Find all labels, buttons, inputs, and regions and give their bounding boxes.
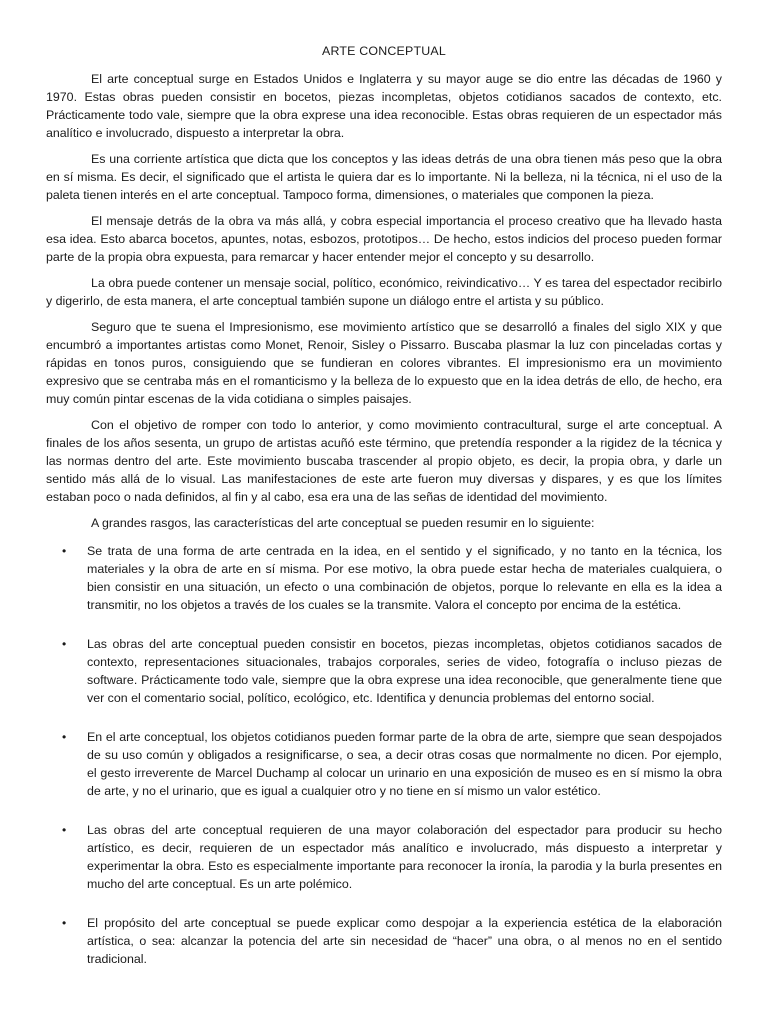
- list-item: [46, 635, 722, 707]
- list-item: [46, 914, 722, 968]
- paragraph-3: El mensaje detrás de la obra va más allá, y cobra especial importancia el proceso creativo que ha llevado hasta esa idea. Esto abarca bocetos, apuntes, notas, esbozos, prototipos… De hecho, estos indicios del proceso pueden formar parte de la propia obra expuesta, para remarcar y hacer entender mejor el concepto y su desarrollo.: [46, 214, 722, 264]
- bullet-icon: •: [62, 637, 67, 651]
- bullet-icon: •: [62, 823, 67, 837]
- document-title: ARTE CONCEPTUAL: [322, 44, 446, 58]
- list-item-text: En el arte conceptual, los objetos cotidianos pueden formar parte de la obra de arte, siempre que sean despojados de su uso común y obligados a resignificarse, o sea, a decir otras cosas que normalmente no dicen. Por ejemplo, el gesto irreverente de Marcel Duchamp al colocar un urinario en una exposición de museo es en sí mismo la obra de arte, y no el urinario, que es igual a cualquier otro y no tiene en sí mismo un valor estético.: [87, 730, 722, 798]
- paragraph-2: Es una corriente artística que dicta que los conceptos y las ideas detrás de una obra tienen más peso que la obra en sí misma. Es decir, el significado que el artista le quiera dar es lo importante. Ni la belleza, ni la técnica, ni el uso de la paleta tienen interés en el arte conceptual. Tampoco forma, dimensiones, o materiales que componen la pieza.: [46, 152, 722, 202]
- list-item: [46, 728, 722, 800]
- list-item-text: Las obras del arte conceptual requieren de una mayor colaboración del espectador para producir su hecho artístico, es decir, requieren de un espectador más analítico e involucrado, más dispuesto a interpretar y experimentar la obra. Esto es especialmente importante para reconocer la ironía, la parodia y la burla presentes en mucho del arte conceptual. Es un arte polémico.: [87, 823, 722, 891]
- paragraph-6: Con el objetivo de romper con todo lo anterior, y como movimiento contracultural, surge el arte conceptual. A finales de los años sesenta, un grupo de artistas acuñó este término, que pretendía responder a la rigidez de la técnica y las normas dentro del arte. Este movimiento buscaba trascender al propio objeto, es decir, la propia obra, y darle un sentido más allá de lo visual. Las manifestaciones de este arte fueron muy diversas y dispares, y es que los límites estaban poco o nada definidos, al fin y al cabo, esa era una de las señas de identidad del movimiento.: [46, 418, 722, 504]
- list-item-text: Las obras del arte conceptual pueden consistir en bocetos, piezas incompletas, objetos cotidianos sacados de contexto, representaciones situacionales, trabajos corporales, series de video, fotografía o incluso piezas de software. Prácticamente todo vale, siempre que la obra exprese una idea reconocible, que generalmente tiene que ver con el comentario social, político, ecológico, etc. Identifica y denuncia problemas del entorno social.: [87, 637, 722, 705]
- paragraph-1: El arte conceptual surge en Estados Unidos e Inglaterra y su mayor auge se dio entre las décadas de 1960 y 1970. Estas obras pueden consistir en bocetos, piezas incompletas, objetos cotidianos sacados de contexto, etc. Prácticamente todo vale, siempre que la obra exprese una idea reconocible. Estas obras requieren de un espectador más analítico e involucrado, dispuesto a interpretar la obra.: [46, 72, 722, 140]
- document-page: [46, 42, 722, 989]
- list-item: [46, 821, 722, 893]
- characteristics-list: [46, 542, 722, 968]
- bullet-icon: •: [62, 730, 67, 744]
- list-item: [46, 542, 722, 614]
- list-intro: A grandes rasgos, las características del arte conceptual se pueden resumir en lo siguiente:: [91, 516, 595, 530]
- list-item-text: Se trata de una forma de arte centrada en la idea, en el sentido y el significado, y no tanto en la técnica, los materiales y la obra de arte en sí misma. Por ese motivo, la obra puede estar hecha de materiales cualquiera, o bien consistir en una situación, un efecto o una combinación de objetos, porque lo relevante en ella es la idea a transmitir, no los objetos a través de los cuales se la transmite. Valora el concepto por encima de la estética.: [87, 544, 722, 612]
- paragraph-4: La obra puede contener un mensaje social, político, económico, reivindicativo… Y es tarea del espectador recibirlo y digerirlo, de esta manera, el arte conceptual también supone un diálogo entre el artista y su público.: [46, 276, 722, 308]
- bullet-icon: •: [62, 916, 67, 930]
- list-item-text: El propósito del arte conceptual se puede explicar como despojar a la experiencia estética de la elaboración artística, o sea: alcanzar la potencia del arte sin necesidad de “hacer” una obra, o al menos no en el sentido tradicional.: [87, 916, 722, 966]
- paragraph-5: Seguro que te suena el Impresionismo, ese movimiento artístico que se desarrolló a finales del siglo XIX y que encumbró a importantes artistas como Monet, Renoir, Sisley o Pissarro. Buscaba plasmar la luz con pinceladas cortas y rápidas en tonos puros, consiguiendo que se fundieran en colores vibrantes. El impresionismo era un movimiento expresivo que se centraba más en el romanticismo y la belleza de lo expuesto que en la idea detrás de ello, de hecho, era muy común pintar escenas de la vida cotidiana o simples paisajes.: [46, 320, 722, 406]
- bullet-icon: •: [62, 544, 67, 558]
